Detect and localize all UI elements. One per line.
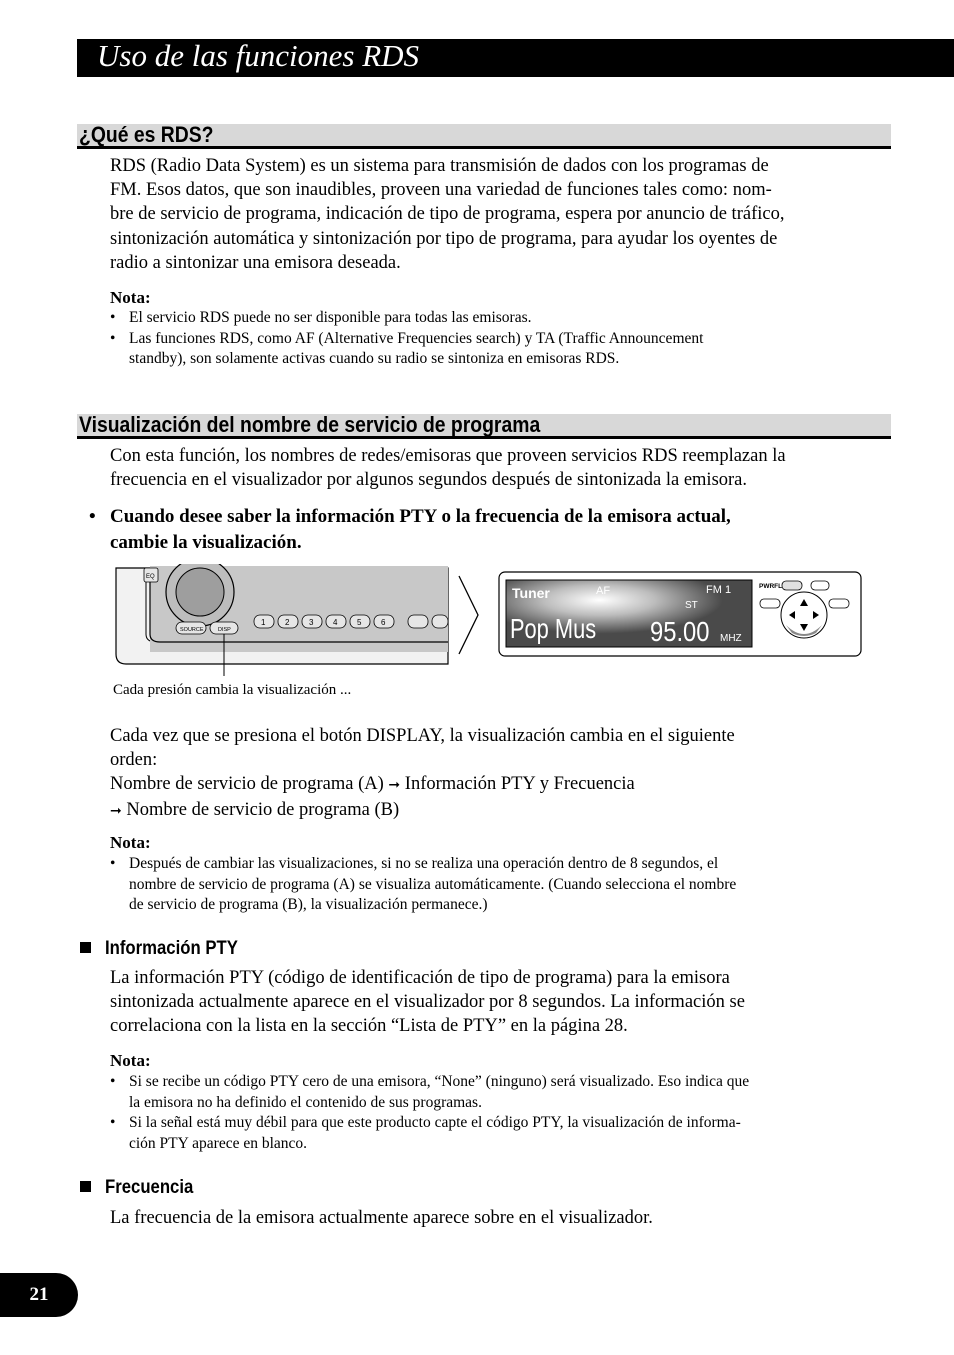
text-line: radio a sintonizar una emisora deseada. xyxy=(110,252,401,273)
pty-paragraph xyxy=(110,966,870,1039)
text-line: sintonizada actualmente aparece en el visualizador por 8 segundos. La información se xyxy=(110,992,745,1013)
lcd-station-name: Pop Mus xyxy=(510,613,597,645)
arrow-right-icon: ➞ xyxy=(388,777,401,794)
chapter-title: Uso de las funciones RDS xyxy=(97,38,420,73)
preset-label: 4 xyxy=(333,618,338,627)
source-label: SOURCE xyxy=(180,627,204,633)
note-item: • El servicio RDS puede no ser disponible para todas las emisoras. xyxy=(110,308,870,329)
extra-button[interactable] xyxy=(432,615,448,628)
pwrfl-button[interactable] xyxy=(782,581,802,590)
text-line: La información PTY (código de identificación de tipo de programa) para la emisora xyxy=(110,968,730,988)
eq-label: EQ xyxy=(146,574,155,580)
illustration-caption: Cada presión cambia la visualización ... xyxy=(113,682,352,698)
note-item: • Si se recibe un código PTY cero de una emisora, “None” (ninguno) será visualizado. Eso indica que la emisora no ha definido el contenido de sus programas. xyxy=(110,1072,870,1113)
note-list xyxy=(110,308,870,370)
lcd-mode: Tuner xyxy=(512,585,550,601)
note-label: Nota: xyxy=(110,288,151,307)
right-button[interactable] xyxy=(829,599,849,608)
head-unit-illustration xyxy=(110,564,450,676)
note-item: • Las funciones RDS, como AF (Alternative Frequencies search) y TA (Traffic Announcement standby), son solamente activas cuando su radio se sintoniza en emisoras RDS. xyxy=(110,329,870,370)
lcd-frequency: 95.00 xyxy=(650,615,710,648)
order-line xyxy=(110,798,870,823)
ps-display-paragraph xyxy=(110,444,870,492)
note-label: Nota: xyxy=(110,833,151,852)
lcd-stereo: ST xyxy=(685,600,698,611)
subsection-heading-frequency xyxy=(80,1177,205,1199)
chapter-banner xyxy=(77,39,954,77)
lcd-unit: MHZ xyxy=(720,633,742,644)
instruction-line: cambie la visualización. xyxy=(110,532,302,553)
preset-label: 5 xyxy=(357,618,362,627)
preset-label: 3 xyxy=(309,618,314,627)
square-bullet-icon xyxy=(80,942,91,953)
order-line xyxy=(110,772,870,797)
band-button[interactable] xyxy=(811,581,829,590)
instruction-bullet xyxy=(89,504,879,558)
square-bullet-icon xyxy=(80,1181,91,1192)
display-closeup-illustration xyxy=(498,571,863,657)
pwrfl-label: PWRFL xyxy=(759,583,783,590)
section-heading-ps-display xyxy=(77,414,891,439)
order-step: Información PTY y Frecuencia xyxy=(404,774,635,795)
section-title: Visualización del nombre de servicio de programa xyxy=(79,412,541,437)
preset-label: 6 xyxy=(381,618,386,627)
preset-label: 1 xyxy=(261,618,266,627)
order-step: Nombre de servicio de programa (B) xyxy=(126,799,400,820)
text-line: Cada vez que se presiona el botón DISPLAY, la visualización cambia en el siguiente xyxy=(110,726,735,746)
text-line: correlaciona con la lista en la sección “Lista de PTY” en la página 28. xyxy=(110,1016,628,1037)
text-line: sintonización automática y sintonización por tipo de programa, para ayudar los oyentes de xyxy=(110,228,778,249)
subsection-heading-pty xyxy=(80,938,256,960)
text-line: bre de servicio de programa, indicación de tipo de programa, espera por anuncio de tráfico, xyxy=(110,204,785,225)
preset-label: 2 xyxy=(285,618,290,627)
text-line: frecuencia en el visualizador por algunos segundos después de sintonizada la emisora. xyxy=(110,470,748,491)
frequency-paragraph: La frecuencia de la emisora actualmente aparece sobre en el visualizador. xyxy=(110,1208,653,1228)
joystick[interactable] xyxy=(781,592,827,638)
chevron-right-icon xyxy=(455,574,481,656)
subsection-title: Frecuencia xyxy=(105,1177,194,1198)
page-number: 21 xyxy=(0,1273,78,1317)
display-order-paragraph xyxy=(110,724,870,823)
bullet-glyph: • xyxy=(89,506,96,527)
section-heading-what-is-rds xyxy=(77,124,891,149)
section-title: ¿Qué es RDS? xyxy=(79,122,214,147)
text-line: RDS (Radio Data System) es un sistema para transmisión de dados con los programas de xyxy=(110,156,769,176)
arrow-right-icon: ➞ xyxy=(110,802,122,819)
note-item: • Después de cambiar las visualizaciones, si no se realiza una operación dentro de 8 segundos, el nombre de servicio de programa (A) se visualiza automáticamente. (Cuando selecciona el nombre de servicio de programa (B), la visualización permanece.) xyxy=(110,854,870,916)
note-list xyxy=(110,854,870,916)
what-is-rds-paragraph xyxy=(110,154,870,275)
display-label: DISP xyxy=(218,627,231,633)
note-label: Nota: xyxy=(110,1051,151,1070)
subsection-title: Información PTY xyxy=(105,938,238,959)
eject-button[interactable] xyxy=(408,615,428,628)
left-button[interactable] xyxy=(760,599,780,608)
lcd-band: FM 1 xyxy=(706,584,732,596)
text-line: Con esta función, los nombres de redes/emisoras que proveen servicios RDS reemplazan la xyxy=(110,446,786,466)
text-line: FM. Esos datos, que son inaudibles, proveen una variedad de funciones tales como: nom- xyxy=(110,180,772,201)
instruction-line: Cuando desee saber la información PTY o la frecuencia de la emisora actual, xyxy=(110,506,731,527)
note-item: • Si la señal está muy débil para que este producto capte el código PTY, la visualización de informa- ción PTY aparece en blanco. xyxy=(110,1113,870,1154)
lcd-af: AF xyxy=(596,585,611,597)
order-step: Nombre de servicio de programa (A) xyxy=(110,774,384,795)
text-line: orden: xyxy=(110,750,158,771)
note-list xyxy=(110,1072,870,1154)
